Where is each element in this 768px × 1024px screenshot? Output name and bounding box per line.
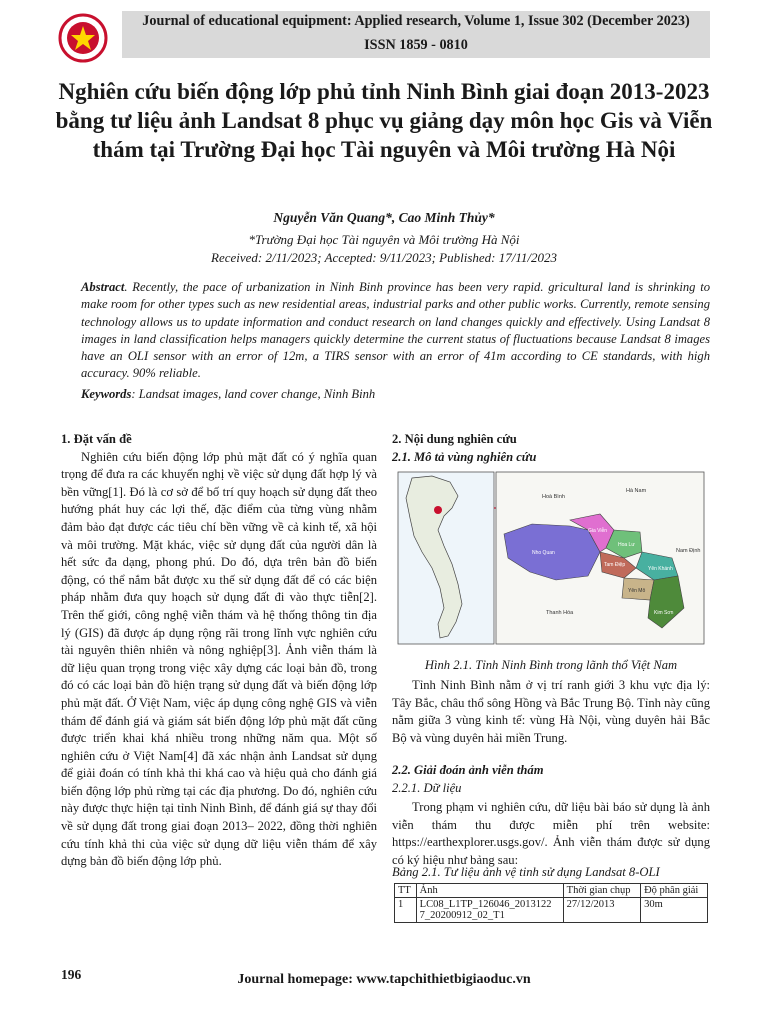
map-label-tam-diep: Tam Điệp [604,562,626,568]
map-label-nho-quan: Nho Quan [532,550,555,556]
table-cell: LC08_L1TP_126046_2013122 7_20200912_02_T1 [416,898,563,923]
keywords [81,387,710,402]
map-label-yen-khanh: Yên Khánh [648,566,673,572]
table-header-cell: TT [395,884,417,898]
section-1-heading: 1. Đặt vấn đề [61,432,132,446]
table-cell: 1 [395,898,417,923]
right-column-top [392,431,710,466]
keywords-label: Keywords [81,387,132,401]
table-header-row [395,884,708,898]
landsat-table [394,883,708,923]
left-column [61,431,377,871]
table-cell: 30m [641,898,708,923]
article-title: Nghiên cứu biến động lớp phủ tỉnh Ninh Bình giai đoạn 2013-2023 bằng tư liệu ảnh Landsat 8 phục vụ giảng dạy môn học Gis và Viễn thám tại Trường Đại học Tài nguyên và Môi trường Hà Nội [55,79,713,162]
location-paragraph: Tỉnh Ninh Bình nằm ở vị trí ranh giới 3 khu vực địa lý: Tây Bắc, châu thổ sông Hồng và Bắc Trung Bộ. Tỉnh này cũng nằm giữa 3 vùng kinh tế: vùng Hà Nội, vùng duyên hải Bắc Bộ và vùng duyên hải miền Trung. [392,678,710,745]
page-number: 196 [61,967,82,982]
table-row [395,898,708,923]
map-label-gia-vien: Gia Viễn [588,528,608,534]
map-label-hoa-lu: Hoa Lư [618,542,635,548]
table-header-cell: Độ phân giải [641,884,708,898]
study-area-map [392,468,710,654]
affiliation: *Trường Đại học Tài nguyên và Môi trường Hà Nội [248,232,520,247]
section-1-paragraph: Nghiên cứu biến động lớp phủ mặt đất có ý nghĩa quan trọng để đưa ra các khuyến nghị về việc sử dụng đất hợp lý và bền vững[1]. Đó là cơ sở để bố trí quy hoạch sử dụng đất theo hướng phát huy các lợi thế, đặc điểm của từng vùng nhằm đảm bảo đạt được các tiêu chí bền vững về cả kinh tế, xã hội và môi trường. Mặt khác, việc sử dụng đất của người dân là hết sức đa dạng, phong phú. Do đó, dựa trên bản đồ biến động, có thể nắm bắt được xu thế sử dụng đất để có các biện pháp nhằm đưa quy hoạch sử dụng đất đi vào thực tiễn[2]. Trên thế giới, công nghệ viễn thám và hệ thống thông tin địa lý (GIS) đã được áp dụng rộng rãi trong lĩnh vực nghiên cứu tài nguyên thiên nhiên và nông nghiệp[3]. Ảnh viễn thám là dữ liệu quan trọng trong việc xây dựng các loại bản đồ, trong đó có các loại bản đồ hiện trạng sử dụng đất và biến động lớp phủ mặt đất. Ở Việt Nam, việc áp dụng công nghệ GIS và viễn thám để đánh giá và giám sát biến động lớp phủ mặt đất cũng được triển khai khá nhiều trong những năm qua. Một số nghiên cứu ở Việt Nam[4] đã xác nhận ảnh Landsat sử dụng để giải đoán có tính khả thi khá cao và hiệu quả cho đánh giá biến động lớp phủ rừng tại các địa phương. Do đó, nghiên cứu này được thực hiện tại tỉnh Ninh Bình, để đánh giá sự thay đổi về sử dụng đất trong giai đoạn 2013– 2022, đồng thời nghiên cứu tính khả thi của việc sử dụng dữ liệu viễn thám để xây dựng bản đồ biến động lớp phủ. [61,449,377,869]
issn: ISSN 1859 - 0810 [364,37,468,53]
section-2-heading: 2. Nội dung nghiên cứu [392,432,517,446]
map-label-hoa-binh: Hoà Bình [542,494,565,500]
abstract-label: Abstract [81,280,125,294]
authors: Nguyễn Văn Quang*, Cao Minh Thủy* [273,210,495,225]
ninh-binh-marker [434,506,442,514]
abstract-text: . Recently, the pace of urbanization in Ninh Binh province has been very rapid. gricultural land is shrinking to make room for other types such as new residential areas, industrial parks and other public works. Currently, remote sensing technology allows us to update information and conduct research on land changes quickly and effectively. Using Landsat 8 images in land classification helps managers quickly determine the current status of fluctuations because Landsat 8 images have an OLI sensor with an error of 12m, a TIRS sensor with an error of 41m according to CE standards, with high accuracy. 90% reliable. [81,280,710,381]
table-caption: Bảng 2.1. Tư liệu ảnh vệ tinh sử dụng Landsat 8-OLI [392,865,660,879]
map-label-nam-dinh: Nam Định [676,548,701,554]
journal-homepage: Journal homepage: www.tapchithietbigiaoduc.vn [237,972,531,987]
figure-caption: Hình 2.1. Tỉnh Ninh Bình trong lãnh thổ Việt Nam [424,658,678,672]
table-header-cell: Ảnh [416,884,563,898]
subsection-2-2-1-heading: 2.2.1. Dữ liệu [392,781,462,795]
subsection-2-1-heading: 2.1. Mô tả vùng nghiên cứu [392,449,537,464]
keywords-text: : Landsat images, land cover change, Ninh Binh [131,387,376,401]
journal-logo [58,13,108,63]
journal-info: Journal of educational equipment: Applied research, Volume 1, Issue 302 (December 2023) [142,13,690,29]
map-label-thanh-hoa: Thanh Hóa [546,610,574,616]
table-cell: 27/12/2013 [563,898,640,923]
map-label-ha-nam: Hà Nam [626,488,647,494]
subsection-2-2-heading: 2.2. Giải đoán ảnh viễn thám [392,763,544,777]
map-label-kim-son: Kim Sơn [654,610,674,616]
data-paragraph: Trong phạm vi nghiên cứu, dữ liệu bài báo sử dụng là ảnh viễn thám thu được miễn phí trên website: https://earthexplorer.usgs.gov/. Ảnh viễn thám được sử dụng có ký hiệu như bảng sau: [392,800,710,867]
abstract [81,279,710,383]
received-dates: Received: 2/11/2023; Accepted: 9/11/2023; Published: 17/11/2023 [211,250,557,265]
map-label-yen-mo: Yên Mô [628,588,646,594]
table-header-cell: Thời gian chụp [563,884,640,898]
